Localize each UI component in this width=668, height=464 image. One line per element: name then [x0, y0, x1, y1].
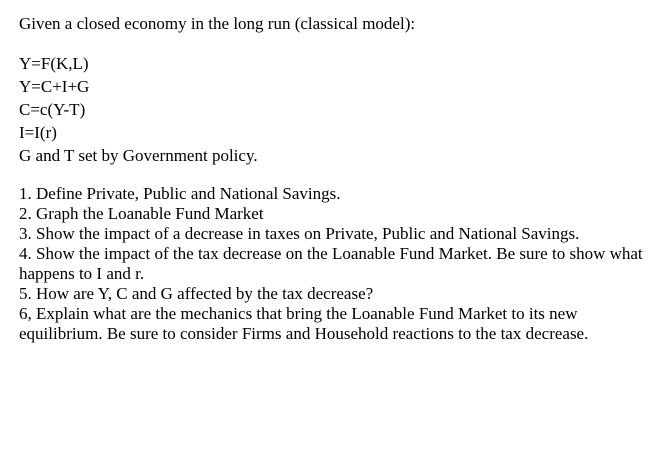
equation-consumption: C=c(Y-T) — [19, 100, 86, 119]
question-3: 3. Show the impact of a decrease in taxes on Private, Public and National Savings. — [19, 224, 580, 243]
question-4: 4. Show the impact of the tax decrease on the Loanable Fund Market. Be sure to show what happens to I and r. — [19, 244, 643, 283]
equation-production: Y=F(K,L) — [19, 54, 89, 73]
equation-investment: I=I(r) — [19, 123, 57, 142]
question-2: 2. Graph the Loanable Fund Market — [19, 204, 264, 223]
problem-heading: Given a closed economy in the long run (classical model): — [19, 14, 416, 33]
question-5: 5. How are Y, C and G affected by the tax decrease? — [19, 284, 374, 303]
question-6: 6, Explain what are the mechanics that bring the Loanable Fund Market to its new equilibrium. Be sure to consider Firms and Household reactions to the tax decrease. — [19, 304, 589, 343]
policy-note: G and T set by Government policy. — [19, 146, 258, 165]
problem-document — [19, 12, 649, 344]
question-1: 1. Define Private, Public and National Savings. — [19, 184, 341, 203]
model-equations — [19, 52, 649, 167]
question-list — [19, 184, 649, 344]
equation-income-identity: Y=C+I+G — [19, 77, 90, 96]
